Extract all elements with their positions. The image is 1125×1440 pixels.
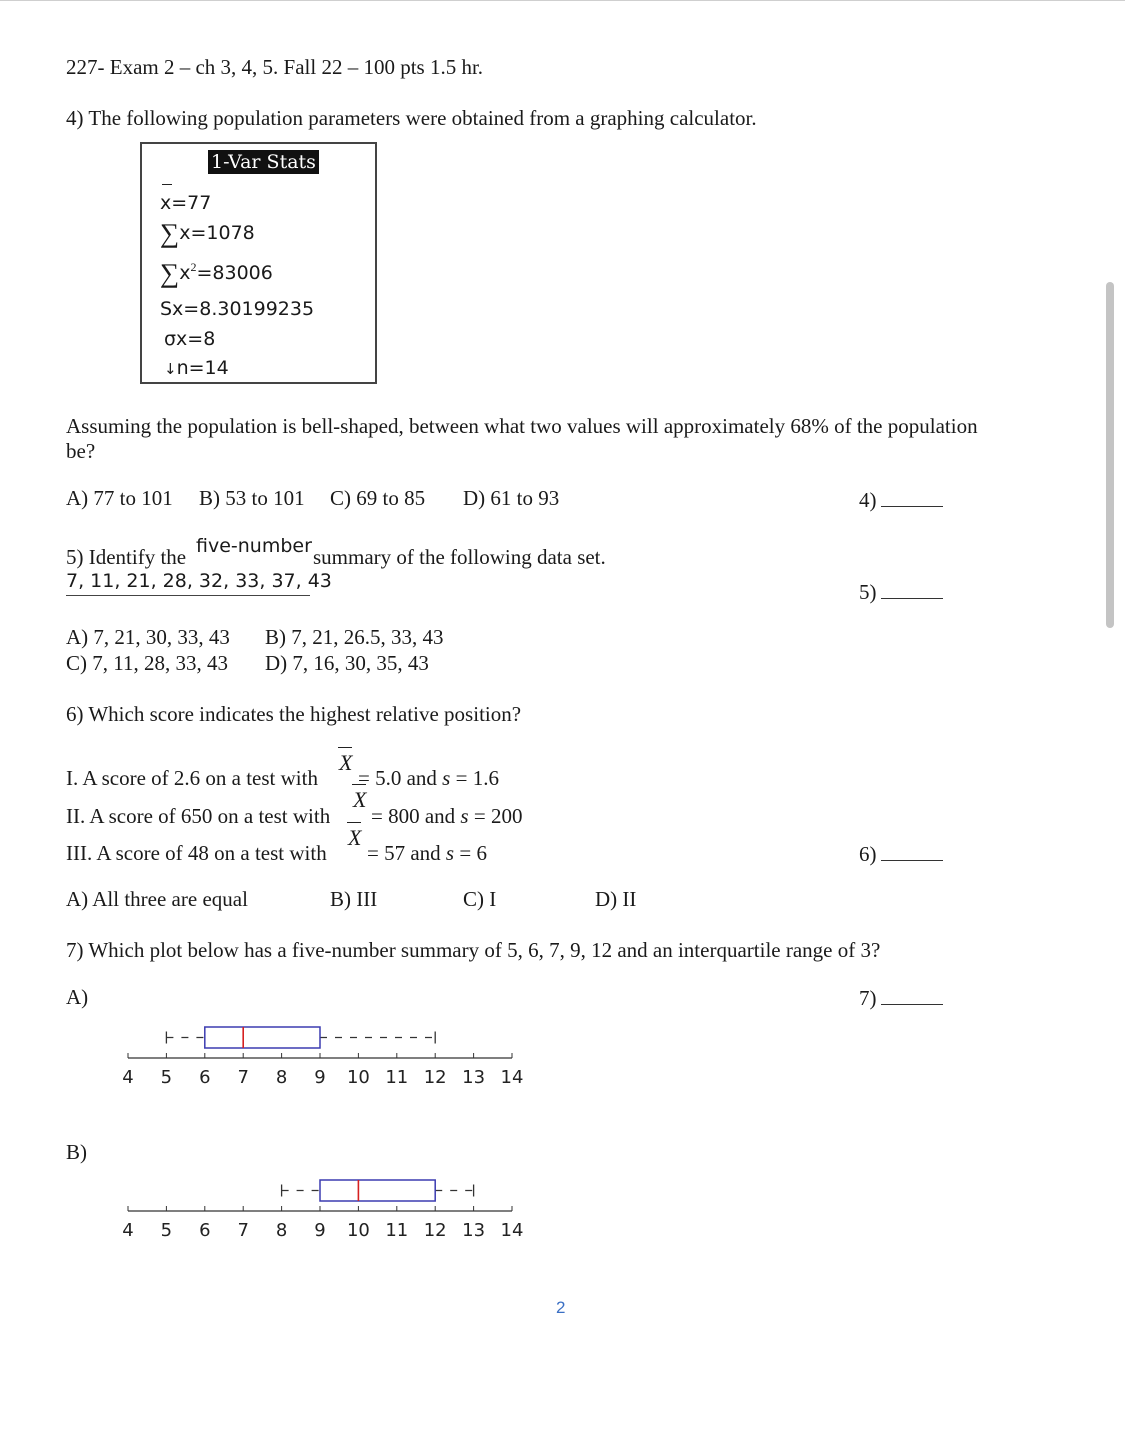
q6-choice-a[interactable]: A) All three are equal	[66, 887, 248, 911]
x-tick-label: 5	[160, 1220, 173, 1241]
calculator-screen	[140, 142, 377, 384]
q5-data-underline	[66, 595, 310, 596]
x-tick-label: 4	[122, 1067, 134, 1088]
q6-answer-label: 6)	[859, 842, 877, 866]
x-tick-label: 7	[237, 1067, 249, 1088]
calc-title: 1-Var Stats	[208, 150, 319, 174]
iqr-box	[320, 1180, 435, 1201]
calc-n	[164, 355, 229, 380]
answer-line[interactable]	[881, 580, 943, 599]
x-tick-label: 12	[423, 1067, 447, 1088]
q4-choice-d[interactable]: D) 61 to 93	[463, 486, 560, 510]
q5-choice-a[interactable]: A) 7, 21, 30, 33, 43	[66, 625, 230, 649]
q7-label-a[interactable]: A)	[66, 985, 89, 1009]
q4-choice-c[interactable]: C) 69 to 85	[330, 486, 426, 510]
x-tick-label: 10	[346, 1067, 370, 1088]
calc-sum-x2	[160, 260, 273, 287]
calc-sx	[160, 296, 314, 321]
q6-item-3-lead: III. A score of 48 on a test with	[66, 841, 327, 865]
q6-item-1-stats: = 5.0 and s = 1.6	[358, 766, 499, 790]
scrollbar[interactable]	[1106, 282, 1114, 628]
q6-choice-d[interactable]: D) II	[595, 887, 637, 911]
q5-data: 7, 11, 21, 28, 32, 33, 37, 43	[66, 570, 332, 592]
xbar-symbol: X	[339, 752, 352, 774]
xbar-symbol: X	[353, 789, 366, 811]
q4-answer-label: 4)	[859, 488, 877, 512]
x-tick-label: 13	[462, 1067, 486, 1088]
x-tick-label: 6	[199, 1067, 211, 1088]
calc-mean-value: x=77	[160, 192, 212, 214]
q6-choice-b[interactable]: B) III	[330, 887, 378, 911]
q6-item-3	[66, 841, 327, 866]
calc-n-value: n=14	[176, 357, 229, 379]
calc-sum-x2-var: x	[179, 262, 191, 284]
q7-answer-blank[interactable]	[859, 986, 943, 1011]
boxplot-b	[110, 1168, 550, 1250]
x-tick-label: 11	[385, 1220, 409, 1241]
q5-prompt-term: five-number	[196, 535, 312, 557]
calc-sum-x	[160, 220, 255, 247]
x-tick-label: 5	[160, 1067, 173, 1088]
mean-bar	[162, 184, 172, 185]
x-tick-label: 10	[346, 1220, 370, 1241]
q5-answer-label: 5)	[859, 580, 877, 604]
q7-prompt: 7) Which plot below has a five-number summary of 5, 6, 7, 9, 12 and an interquartile range of 3?	[66, 938, 881, 962]
q6-item-2	[66, 804, 330, 829]
q5-prompt-tail: summary of the following data set.	[313, 545, 606, 569]
answer-line[interactable]	[881, 842, 943, 861]
q6-item-1	[66, 766, 318, 791]
x-tick-label: 4	[122, 1220, 134, 1241]
iqr-box	[205, 1027, 320, 1048]
q4-choice-b[interactable]: B) 53 to 101	[199, 486, 305, 510]
top-border	[0, 0, 1125, 1]
q5-choice-c[interactable]: C) 7, 11, 28, 33, 43	[66, 651, 228, 675]
calc-sigma-x-value: σx=8	[164, 328, 216, 350]
q5-prompt-lead: 5) Identify the	[66, 545, 187, 569]
x-tick-label: 14	[500, 1220, 524, 1241]
x-tick-label: 13	[462, 1220, 486, 1241]
boxplot-a	[110, 1015, 550, 1097]
q4-question-line1: Assuming the population is bell-shaped, between what two values will approximately 68% of the population	[66, 414, 978, 438]
calc-mean	[160, 190, 211, 215]
calc-sx-value: Sx=8.30199235	[160, 298, 315, 320]
q6-item-2-lead: II. A score of 650 on a test with	[66, 804, 331, 828]
sigma-icon: ∑	[160, 218, 180, 248]
q6-item-1-lead: I. A score of 2.6 on a test with	[66, 766, 318, 790]
down-arrow-icon: ↓	[164, 360, 177, 378]
q5-answer-blank[interactable]	[859, 580, 943, 605]
x-tick-label: 11	[385, 1067, 409, 1088]
x-tick-label: 7	[237, 1220, 249, 1241]
q6-item-2-stats: = 800 and s = 200	[371, 804, 523, 828]
answer-line[interactable]	[881, 986, 943, 1005]
calc-sum-x2-exp: 2	[190, 260, 197, 274]
x-tick-label: 6	[199, 1220, 211, 1241]
q5-choice-b[interactable]: B) 7, 21, 26.5, 33, 43	[265, 625, 444, 649]
q4-question-line2: be?	[66, 439, 96, 463]
page-number: 2	[556, 1298, 566, 1317]
q4-choice-a[interactable]: A) 77 to 101	[66, 486, 173, 510]
q5-choice-d[interactable]: D) 7, 16, 30, 35, 43	[265, 651, 429, 675]
q4-prompt: 4) The following population parameters were obtained from a graphing calculator.	[66, 106, 757, 130]
q7-label-b[interactable]: B)	[66, 1140, 87, 1164]
calc-sum-x-value: x=1078	[179, 222, 255, 244]
answer-line[interactable]	[881, 488, 943, 507]
q4-answer-blank[interactable]	[859, 488, 943, 513]
q6-prompt: 6) Which score indicates the highest relative position?	[66, 702, 522, 726]
xbar-symbol: X	[348, 827, 361, 849]
sigma-icon: ∑	[160, 258, 180, 288]
x-tick-label: 8	[275, 1067, 288, 1088]
q6-item-3-stats: = 57 and s = 6	[367, 841, 487, 865]
q6-answer-blank[interactable]	[859, 842, 943, 867]
calc-sum-x2-value: =83006	[196, 262, 273, 284]
q7-answer-label: 7)	[859, 986, 877, 1010]
x-tick-label: 9	[314, 1220, 326, 1241]
x-tick-label: 9	[314, 1067, 326, 1088]
x-tick-label: 14	[500, 1067, 524, 1088]
exam-header: 227- Exam 2 – ch 3, 4, 5. Fall 22 – 100 pts 1.5 hr.	[66, 55, 484, 79]
x-tick-label: 12	[423, 1220, 447, 1241]
calc-sigma-x	[164, 326, 215, 351]
x-tick-label: 8	[275, 1220, 288, 1241]
q6-choice-c[interactable]: C) I	[463, 887, 497, 911]
